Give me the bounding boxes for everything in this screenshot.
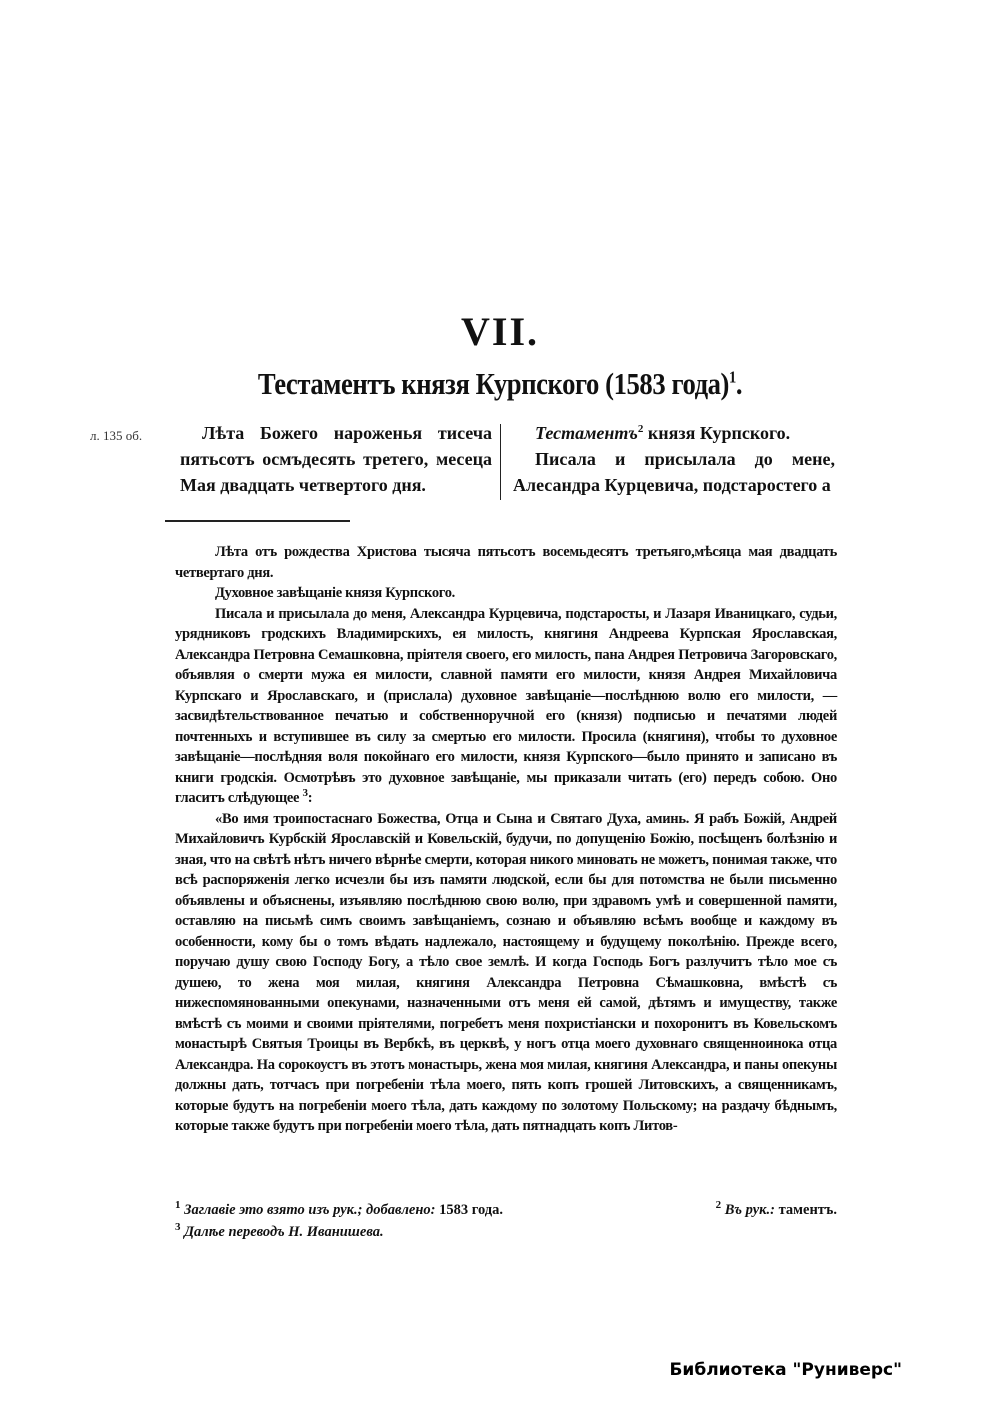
footnote-2-mark: 2: [715, 1199, 722, 1212]
column-divider: [500, 424, 501, 500]
original-title-line: [513, 420, 835, 446]
translation-paragraph-1: Лѣта отъ рождества Христова тысяча пятьсотъ восемьдесятъ третьяго,мѣсяца мая двадцать четвертаго дня.: [175, 544, 837, 581]
original-date-line: Лѣта Божего нароженья тисеча пятьсотъ осмъдесять третего, месеца Мая двадцать четвертого дня.: [180, 423, 492, 495]
title-footnote-mark: 1: [729, 367, 736, 387]
footnote-1-italic: Заглавіе это взято изъ рук.; добавлено:: [184, 1202, 436, 1218]
footnote-2: [716, 1199, 837, 1221]
footnote-row-2: [175, 1221, 837, 1243]
translation-text: [175, 542, 837, 1137]
translation-paragraph-3-text: Писала и присылала до меня, Александра Курцевича, подстаросты, и Лазаря Иваницкаго, судьи, урядниковъ гродскихъ Владимирскихъ, ея милость, княгиня Андреева Курпская Ярославская, Александра Петровна Семашковна, пріятеля своего, его милость, пана Андрея Петровича Загоровскаго, объявляя о смерти мужа ея милости, славной памяти его милости, князя Андрея Михайловича Курпскаго и Ярославскаго, и (прислала) духовное завѣщаніе—послѣднюю волю его милости, — засвидѣтельствованное печатью и собственноручной его (князя) подписью и печатями людей почтенныхъ и вступившее въ силу за смертью его милости. Просила (княгиня), чтобы то духовное завѣщаніе—послѣдняя воля покойнаго его милости, князя Курпского—было принято и записано въ книги гродскія. Осмотрѣвъ это духовное завѣщаніе, мы приказали читать (его) передъ собою. Оно гласитъ слѣдующее: [175, 605, 837, 806]
original-title-word: Тестаментъ: [535, 423, 638, 443]
original-title-footnote-mark: 2: [637, 423, 644, 435]
footnote-1: [175, 1199, 503, 1221]
translation-paragraph-3: Писала и присылала до меня, Александра Курцевича, подстаросты, и Лазаря Иваницкаго, судьи, урядниковъ гродскихъ Владимирскихъ, ея милость, княгиня Андреева Курпская Ярославская, Александра Петровна Семашковна, пріятеля своего, его милость, пана Андрея Петровича Загоровскаго, объявляя о смерти мужа ея милости, славной памяти его милости, князя Андрея Михайловича Курпскаго и Ярославскаго, и (прислала) духовное завѣщаніе—послѣднюю волю его милости, — засвидѣтельствованное печатью и собственноручной его (князя) подписью и печатями людей почтенныхъ и вступившее въ силу за смертью его милости. Просила (княгиня), чтобы то духовное завѣщаніе—послѣдняя воля покойнаго его милости, князя Курпского—было принято и записано въ книги гродскія. Осмотрѣвъ это духовное завѣщаніе, мы приказали читать (его) передъ собою. Оно гласитъ слѣдующее $^3$:: [175, 605, 837, 806]
library-watermark: Библиотека "Руниверс": [669, 1360, 902, 1380]
section-separator: [165, 520, 350, 522]
footnote-3: [175, 1221, 384, 1243]
original-text-right-column: [513, 420, 835, 498]
footnote-2-italic: Въ рук.:: [724, 1202, 775, 1218]
footnote-2-rest: таментъ.: [774, 1202, 837, 1218]
margin-reference: л. 135 об.: [90, 428, 143, 443]
translation-paragraph-2: Духовное завѣщаніе князя Курпского.: [215, 585, 455, 601]
original-body-line: Писала и присылала до мене, Алесандра Курцевича, подстаростего а: [513, 449, 835, 495]
footnote-3-mark: 3: [175, 1221, 181, 1234]
translation-paragraph-4: «Во имя троипостаснаго Божества, Отца и Сына и Святаго Духа, аминь. Я рабъ Божій, Андрей Михайловичъ Курбскій Ярославскій и Ковельскій, будучи, по допущенію Божію, посѣщенъ болѣзнію и зная, что на свѣтѣ нѣтъ ничего вѣрнѣе смерти, которая никого миновать не можетъ, понимая также, что всѣ распоряженія легко исчезли бы изъ памяти людской, если бы для потомства не были письменно объявлены и объяснены, изъявляю послѣднюю свою волю, при здравомъ умѣ и совершенной памяти, оставляю на письмѣ симъ своимъ завѣщаніемъ, сознаю и объявляю всѣмъ вообще и каждому въ особенности, кому бы о томъ вѣдать надлежало, настоящему и будущему поколѣнію. Прежде всего, поручаю душу свою Господу Богу, а тѣло свое землѣ. И когда Господь Богъ разлучитъ тѣло мое съ душею, то жена моя милая, княгиня Александра Петровна Сѣмашковна, вмѣстѣ съ нижеспомянованными опекунами, назначенными отъ меня ей самой, дѣтямъ и имуществу, также вмѣстѣ съ моими и своими пріятелями, погребетъ меня похристіански и похоронитъ въ Ковельскомъ монастырѣ Святыя Троицы въ Вербкѣ, въ церквѣ, у ногъ отца моего духовнаго священноинока отца Александра. На сорокоустъ въ этотъ монастырь, жена моя милая, княгиня Александра, и паны опекуны должны дать, тотчасъ при погребеніи тѣла моего, пять копъ грошей Литовскихъ, а священникамъ, которые будутъ на погребеніи моего тѣла, дать каждому по золотому Польскому; на раздачу бѣднымъ, которые также будутъ при погребеніи моего тѣла, дать пятнадцать копъ Литов-: [175, 810, 837, 1134]
original-title-rest: князя Курпского.: [643, 423, 791, 443]
translation-footnote-mark: 3: [302, 787, 308, 800]
footnote-row-1: [175, 1199, 837, 1221]
footnote-3-italic: Далѣе переводъ Н. Иванишева.: [184, 1224, 384, 1240]
chapter-number: VII.: [460, 309, 540, 354]
footnote-1-mark: 1: [175, 1199, 181, 1212]
original-text-left-column: [180, 420, 492, 498]
footnotes: [175, 1199, 837, 1243]
document-title: Тестаментъ князя Курпского (1583 года)$^1$.: [257, 366, 743, 401]
footnote-1-rest: 1583 года.: [435, 1202, 503, 1218]
document-title-text: Тестаментъ князя Курпского (1583 года): [257, 366, 730, 401]
